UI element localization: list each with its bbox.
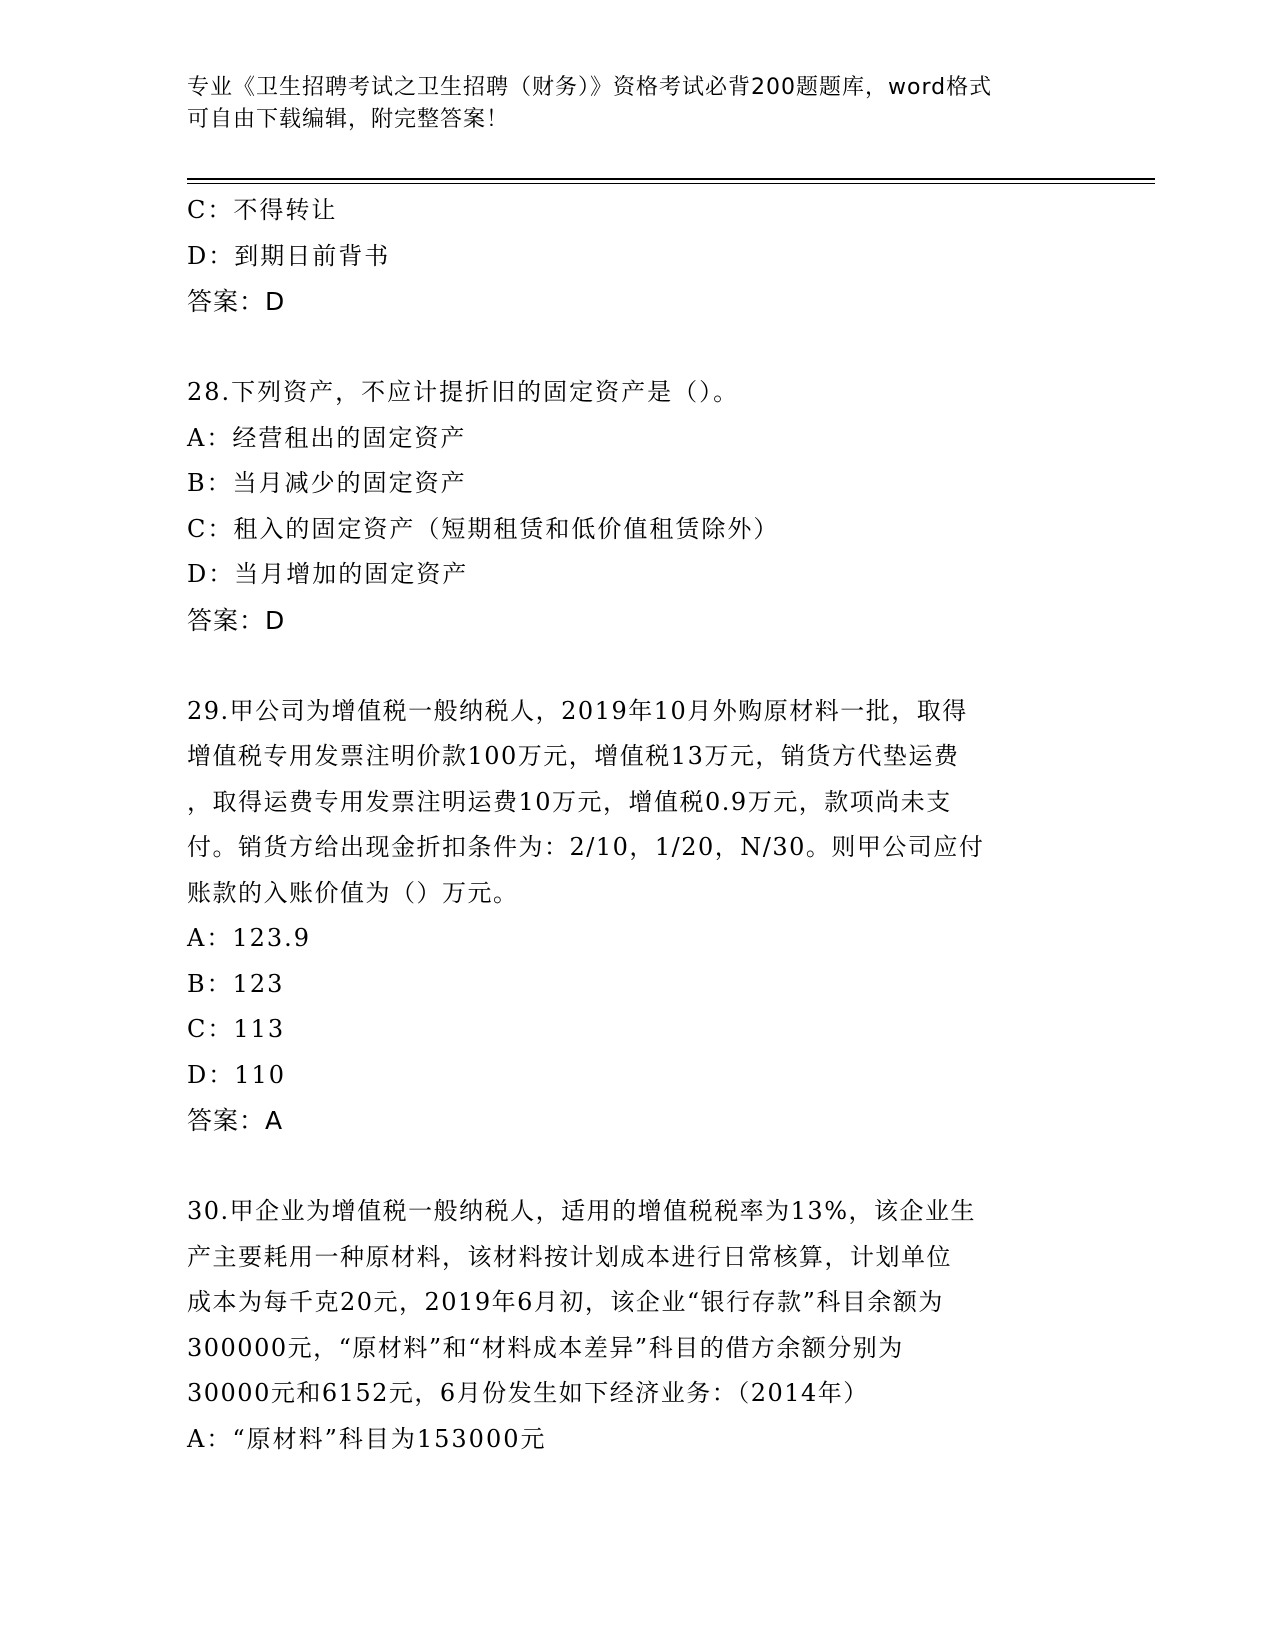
option-b: B：123 <box>187 969 285 998</box>
question-stem-line: 30.甲企业为增值税一般纳税人，适用的增值税税率为13%，该企业生 <box>187 1197 977 1225</box>
question-27 <box>187 188 1087 325</box>
question-stem-line: 账款的入账价值为（）万元。 <box>187 878 519 907</box>
spacer <box>187 1144 1087 1190</box>
option-d: D：110 <box>187 1060 287 1089</box>
question-stem-line: 300000元，“原材料”和“材料成本差异”科目的借方余额分别为 <box>187 1333 904 1362</box>
option-a: A：123.9 <box>187 924 312 952</box>
option-c: C：113 <box>187 1015 286 1043</box>
answer-label: 答案：D <box>187 287 286 316</box>
question-stem <box>187 1189 1087 1417</box>
header-divider-thick <box>187 178 1155 180</box>
question-stem-line: ，取得运费专用发票注明运费10万元，增值税0.9万元，款项尚未支 <box>187 787 952 816</box>
option-c: C：租入的固定资产（短期租赁和低价值租赁除外） <box>187 514 780 543</box>
question-stem <box>187 689 1087 917</box>
question-29 <box>187 689 1087 1144</box>
option-d: D：当月增加的固定资产 <box>187 560 469 588</box>
option-c: C：不得转让 <box>187 196 338 224</box>
header-title-line-2: 可自由下载编辑，附完整答案！ <box>187 107 510 132</box>
question-stem: 28.下列资产，不应计提折旧的固定资产是（）。 <box>187 378 740 406</box>
question-stem-line: 增值税专用发票注明价款100万元，增值税13万元，销货方代垫运费 <box>187 742 960 770</box>
question-stem-line: 产主要耗用一种原材料，该材料按计划成本进行日常核算，计划单位 <box>187 1242 952 1271</box>
question-body <box>187 188 1087 1462</box>
question-30 <box>187 1189 1087 1462</box>
header-divider-thin <box>187 183 1155 184</box>
question-stem-line: 付。销货方给出现金折扣条件为：2/10，1/20，N/30。则甲公司应付 <box>187 833 985 861</box>
header-title-line-1: 专业《卫生招聘考试之卫生招聘（财务）》资格考试必背200题题库，word格式 <box>187 75 993 100</box>
question-stem-line: 成本为每千克20元，2019年6月初，该企业“银行存款”科目余额为 <box>187 1288 944 1316</box>
answer-label: 答案：D <box>187 605 286 635</box>
spacer <box>187 325 1087 371</box>
question-stem-line: 29.甲公司为增值税一般纳税人，2019年10月外购原材料一批，取得 <box>187 696 968 725</box>
answer-label: 答案：A <box>187 1106 284 1135</box>
question-stem-line: 30000元和6152元，6月份发生如下经济业务：（2014年） <box>187 1379 869 1407</box>
option-b: B：当月减少的固定资产 <box>187 469 467 497</box>
option-a: A：经营租出的固定资产 <box>187 423 467 452</box>
option-a: A：“原材料”科目为153000元 <box>187 1424 547 1453</box>
document-header <box>187 72 1087 136</box>
spacer <box>187 643 1087 689</box>
option-d: D：到期日前背书 <box>187 241 391 270</box>
question-28 <box>187 370 1087 643</box>
